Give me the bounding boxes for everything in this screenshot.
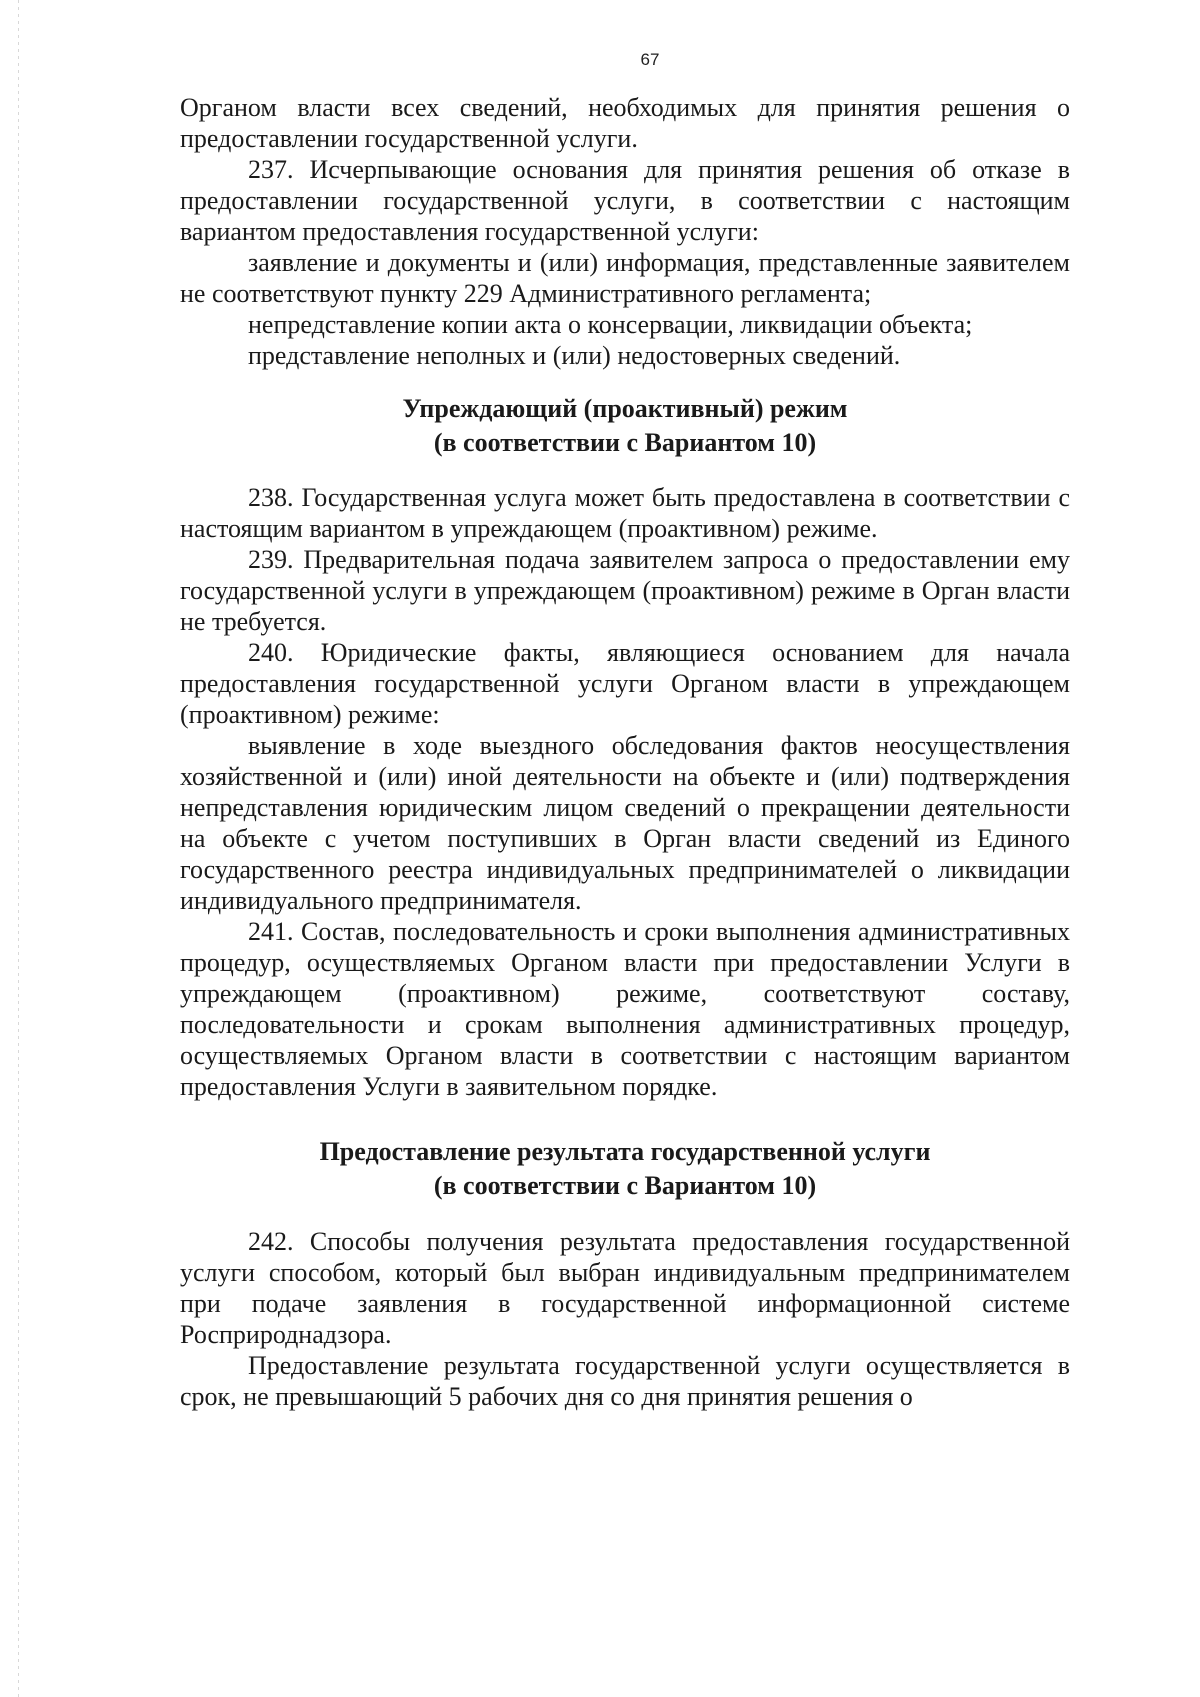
paragraph: непредставление копии акта о консервации, ликвидации объекта;	[248, 310, 973, 339]
section-238-241	[180, 482, 1070, 1102]
paragraph: 241. Состав, последовательность и сроки выполнения административных процедур, осуществляемых Органом власти при предоставлении Услуги в упреждающем (проактивном) режиме, соответствуют составу, последовательности и срокам выполнения административных процедур, осуществляемых Органом власти в соответствии с настоящим вариантом предоставления Услуги в заявительном порядке.	[180, 917, 1070, 1101]
paragraph: 242. Способы получения результата предоставления государственной услуги способом, который был выбран индивидуальным предпринимателем при подаче заявления в государственной информационной системе Росприроднадзора.	[180, 1227, 1070, 1349]
paragraph: 239. Предварительная подача заявителем запроса о предоставлении ему государственной услуги в упреждающем (проактивном) режиме в Орган власти не требуется.	[180, 545, 1070, 636]
page-number: 67	[640, 50, 660, 69]
section-heading-proactive	[180, 392, 1070, 460]
heading-line: (в соответствии с Вариантом 10)	[433, 1171, 817, 1200]
heading-line: Упреждающий (проактивный) режим	[402, 394, 848, 423]
paragraph: 238. Государственная услуга может быть предоставлена в соответствии с настоящим вариантом в упреждающем (проактивном) режиме.	[180, 483, 1070, 543]
scan-edge-line	[18, 0, 19, 1697]
paragraph: выявление в ходе выездного обследования фактов неосуществления хозяйственной и (или) иной деятельности на объекте и (или) подтверждения непредставления юридическим лицом сведений о прекращении деятельности на объекте с учетом поступивших в Орган власти сведений из Единого государственного реестра индивидуальных предпринимателей о ликвидации индивидуального предпринимателя.	[180, 731, 1070, 915]
paragraph: Органом власти всех сведений, необходимых для принятия решения о предоставлении государственной услуги.	[180, 93, 1070, 153]
paragraph: 237. Исчерпывающие основания для принятия решения об отказе в предоставлении государственной услуги, в соответствии с настоящим вариантом предоставления государственной услуги:	[180, 155, 1070, 246]
paragraph: заявление и документы и (или) информация, представленные заявителем не соответствуют пункту 229 Административного регламента;	[180, 248, 1070, 308]
heading-line: (в соответствии с Вариантом 10)	[433, 428, 817, 457]
section-242	[180, 1226, 1070, 1412]
section-heading-result	[180, 1135, 1070, 1203]
section-237	[180, 92, 1070, 371]
paragraph: представление неполных и (или) недостоверных сведений.	[248, 341, 901, 370]
paragraph: 240. Юридические факты, являющиеся основанием для начала предоставления государственной услуги Органом власти в упреждающем (проактивном) режиме:	[180, 638, 1070, 729]
paragraph: Предоставление результата государственной услуги осуществляется в срок, не превышающий 5 рабочих дня со дня принятия решения о	[180, 1351, 1070, 1411]
heading-line: Предоставление результата государственной услуги	[319, 1137, 931, 1166]
